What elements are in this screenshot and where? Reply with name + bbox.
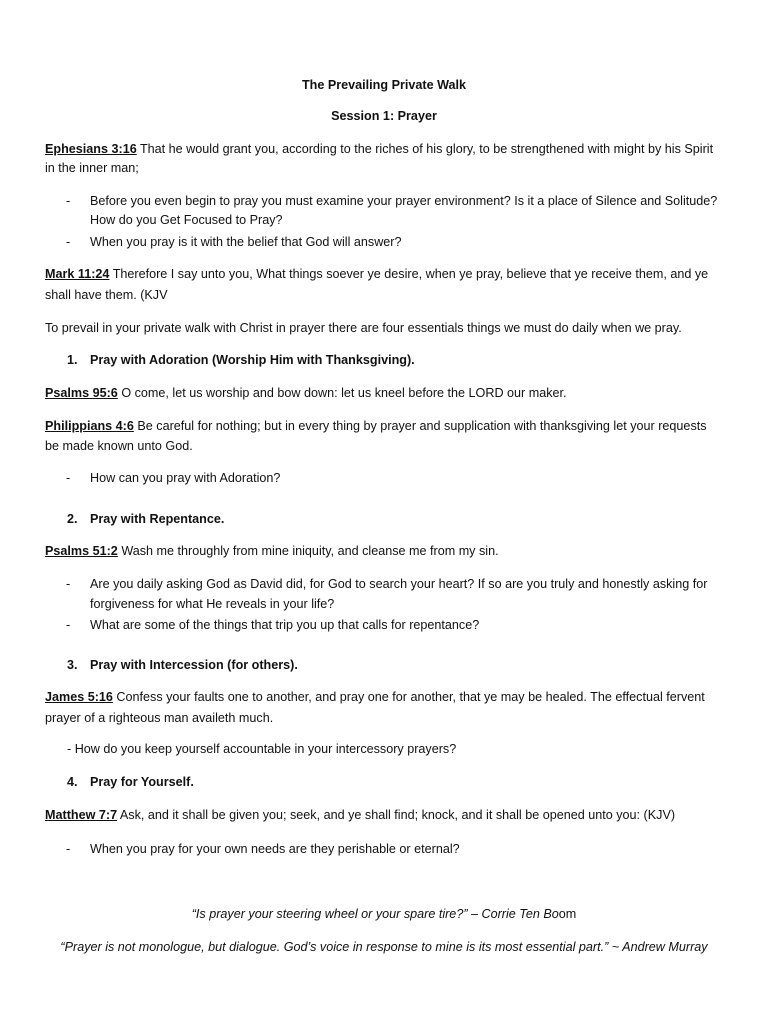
bullet-dash: - xyxy=(66,842,71,856)
bullet-own-needs: When you pray for your own needs are they perishable or eternal? xyxy=(90,842,460,856)
bullet-environment-line-2: How do you Get Focused to Pray? xyxy=(90,213,283,227)
mark-verse-line-2: shall have them. (KJV xyxy=(45,288,168,302)
bullet-adoration: How can you pray with Adoration? xyxy=(90,471,281,485)
james-verse-line-1: James 5:16 Confess your faults one to another, and pray one for another, that ye may be healed. The effectual fervent xyxy=(45,690,705,704)
james-reference: James 5:16 xyxy=(45,690,113,704)
heading-number-2: 2. xyxy=(67,512,78,526)
bullet-dash: - xyxy=(66,471,71,485)
bullet-search-heart-line-2: forgiveness for what He reveals in your life? xyxy=(90,597,335,611)
bullet-dash: - xyxy=(66,577,71,591)
bullet-accountable: - How do you keep yourself accountable in your intercessory prayers? xyxy=(67,742,457,756)
intro-paragraph: To prevail in your private walk with Christ in prayer there are four essentials things we must do daily when we pray. xyxy=(45,321,682,335)
bullet-trip-up: What are some of the things that trip you up that calls for repentance? xyxy=(90,618,480,632)
ephesians-verse-line-2: in the inner man; xyxy=(45,161,139,175)
james-verse-line-2: prayer of a righteous man availeth much. xyxy=(45,711,274,725)
psalms-51-verse: Psalms 51:2 Wash me throughly from mine iniquity, and cleanse me from my sin. xyxy=(45,544,499,558)
psalms-95-reference: Psalms 95:6 xyxy=(45,386,118,400)
document-title: The Prevailing Private Walk xyxy=(301,78,466,92)
bullet-dash: - xyxy=(66,235,71,249)
bullet-dash: - xyxy=(66,194,71,208)
bullet-environment-line-1: Before you even begin to pray you must examine your prayer environment? Is it a place of Silence and Solitude? xyxy=(90,194,718,208)
heading-intercession: Pray with Intercession (for others). xyxy=(90,658,298,672)
bullet-dash: - xyxy=(66,618,71,632)
heading-pray-for-yourself: Pray for Yourself. xyxy=(90,775,194,789)
psalms-95-verse: Psalms 95:6 O come, let us worship and bow down: let us kneel before the LORD our maker. xyxy=(45,386,567,400)
ephesians-reference: Ephesians 3:16 xyxy=(45,142,137,156)
heading-repentance: Pray with Repentance. xyxy=(90,512,225,526)
mark-reference: Mark 11:24 xyxy=(45,267,110,281)
philippians-verse-line-2: be made known unto God. xyxy=(45,439,193,453)
philippians-verse-line-1: Philippians 4:6 Be careful for nothing; but in every thing by prayer and supplication with thanksgiving let your requests xyxy=(45,419,707,433)
mark-verse-line-1: Mark 11:24 Therefore I say unto you, What things soever ye desire, when ye pray, believe that ye receive them, and ye xyxy=(45,267,709,281)
bullet-search-heart-line-1: Are you daily asking God as David did, for God to search your heart? If so are you truly and honestly asking for xyxy=(90,577,708,591)
heading-number-1: 1. xyxy=(67,353,78,367)
heading-number-4: 4. xyxy=(67,775,78,789)
matthew-verse: Matthew 7:7 Ask, and it shall be given you; seek, and ye shall find; knock, and it shall be opened unto you: (KJV) xyxy=(45,808,676,822)
quote-andrew-murray: “Prayer is not monologue, but dialogue. God’s voice in response to mine is its most essential part.” ~ Andrew Murray xyxy=(60,940,708,954)
ephesians-verse-line-1: Ephesians 3:16 That he would grant you, according to the riches of his glory, to be strengthened with might by his Spirit xyxy=(45,142,714,156)
matthew-reference: Matthew 7:7 xyxy=(45,808,118,822)
document-subtitle: Session 1: Prayer xyxy=(331,109,437,123)
heading-adoration: Pray with Adoration (Worship Him with Thanksgiving). xyxy=(90,353,415,367)
bullet-belief: When you pray is it with the belief that God will answer? xyxy=(90,235,402,249)
quote-corrie-ten-boom: “Is prayer your steering wheel or your spare tire?” – Corrie Ten Boom xyxy=(191,907,577,921)
philippians-reference: Philippians 4:6 xyxy=(45,419,134,433)
heading-number-3: 3. xyxy=(67,658,78,672)
psalms-51-reference: Psalms 51:2 xyxy=(45,544,118,558)
